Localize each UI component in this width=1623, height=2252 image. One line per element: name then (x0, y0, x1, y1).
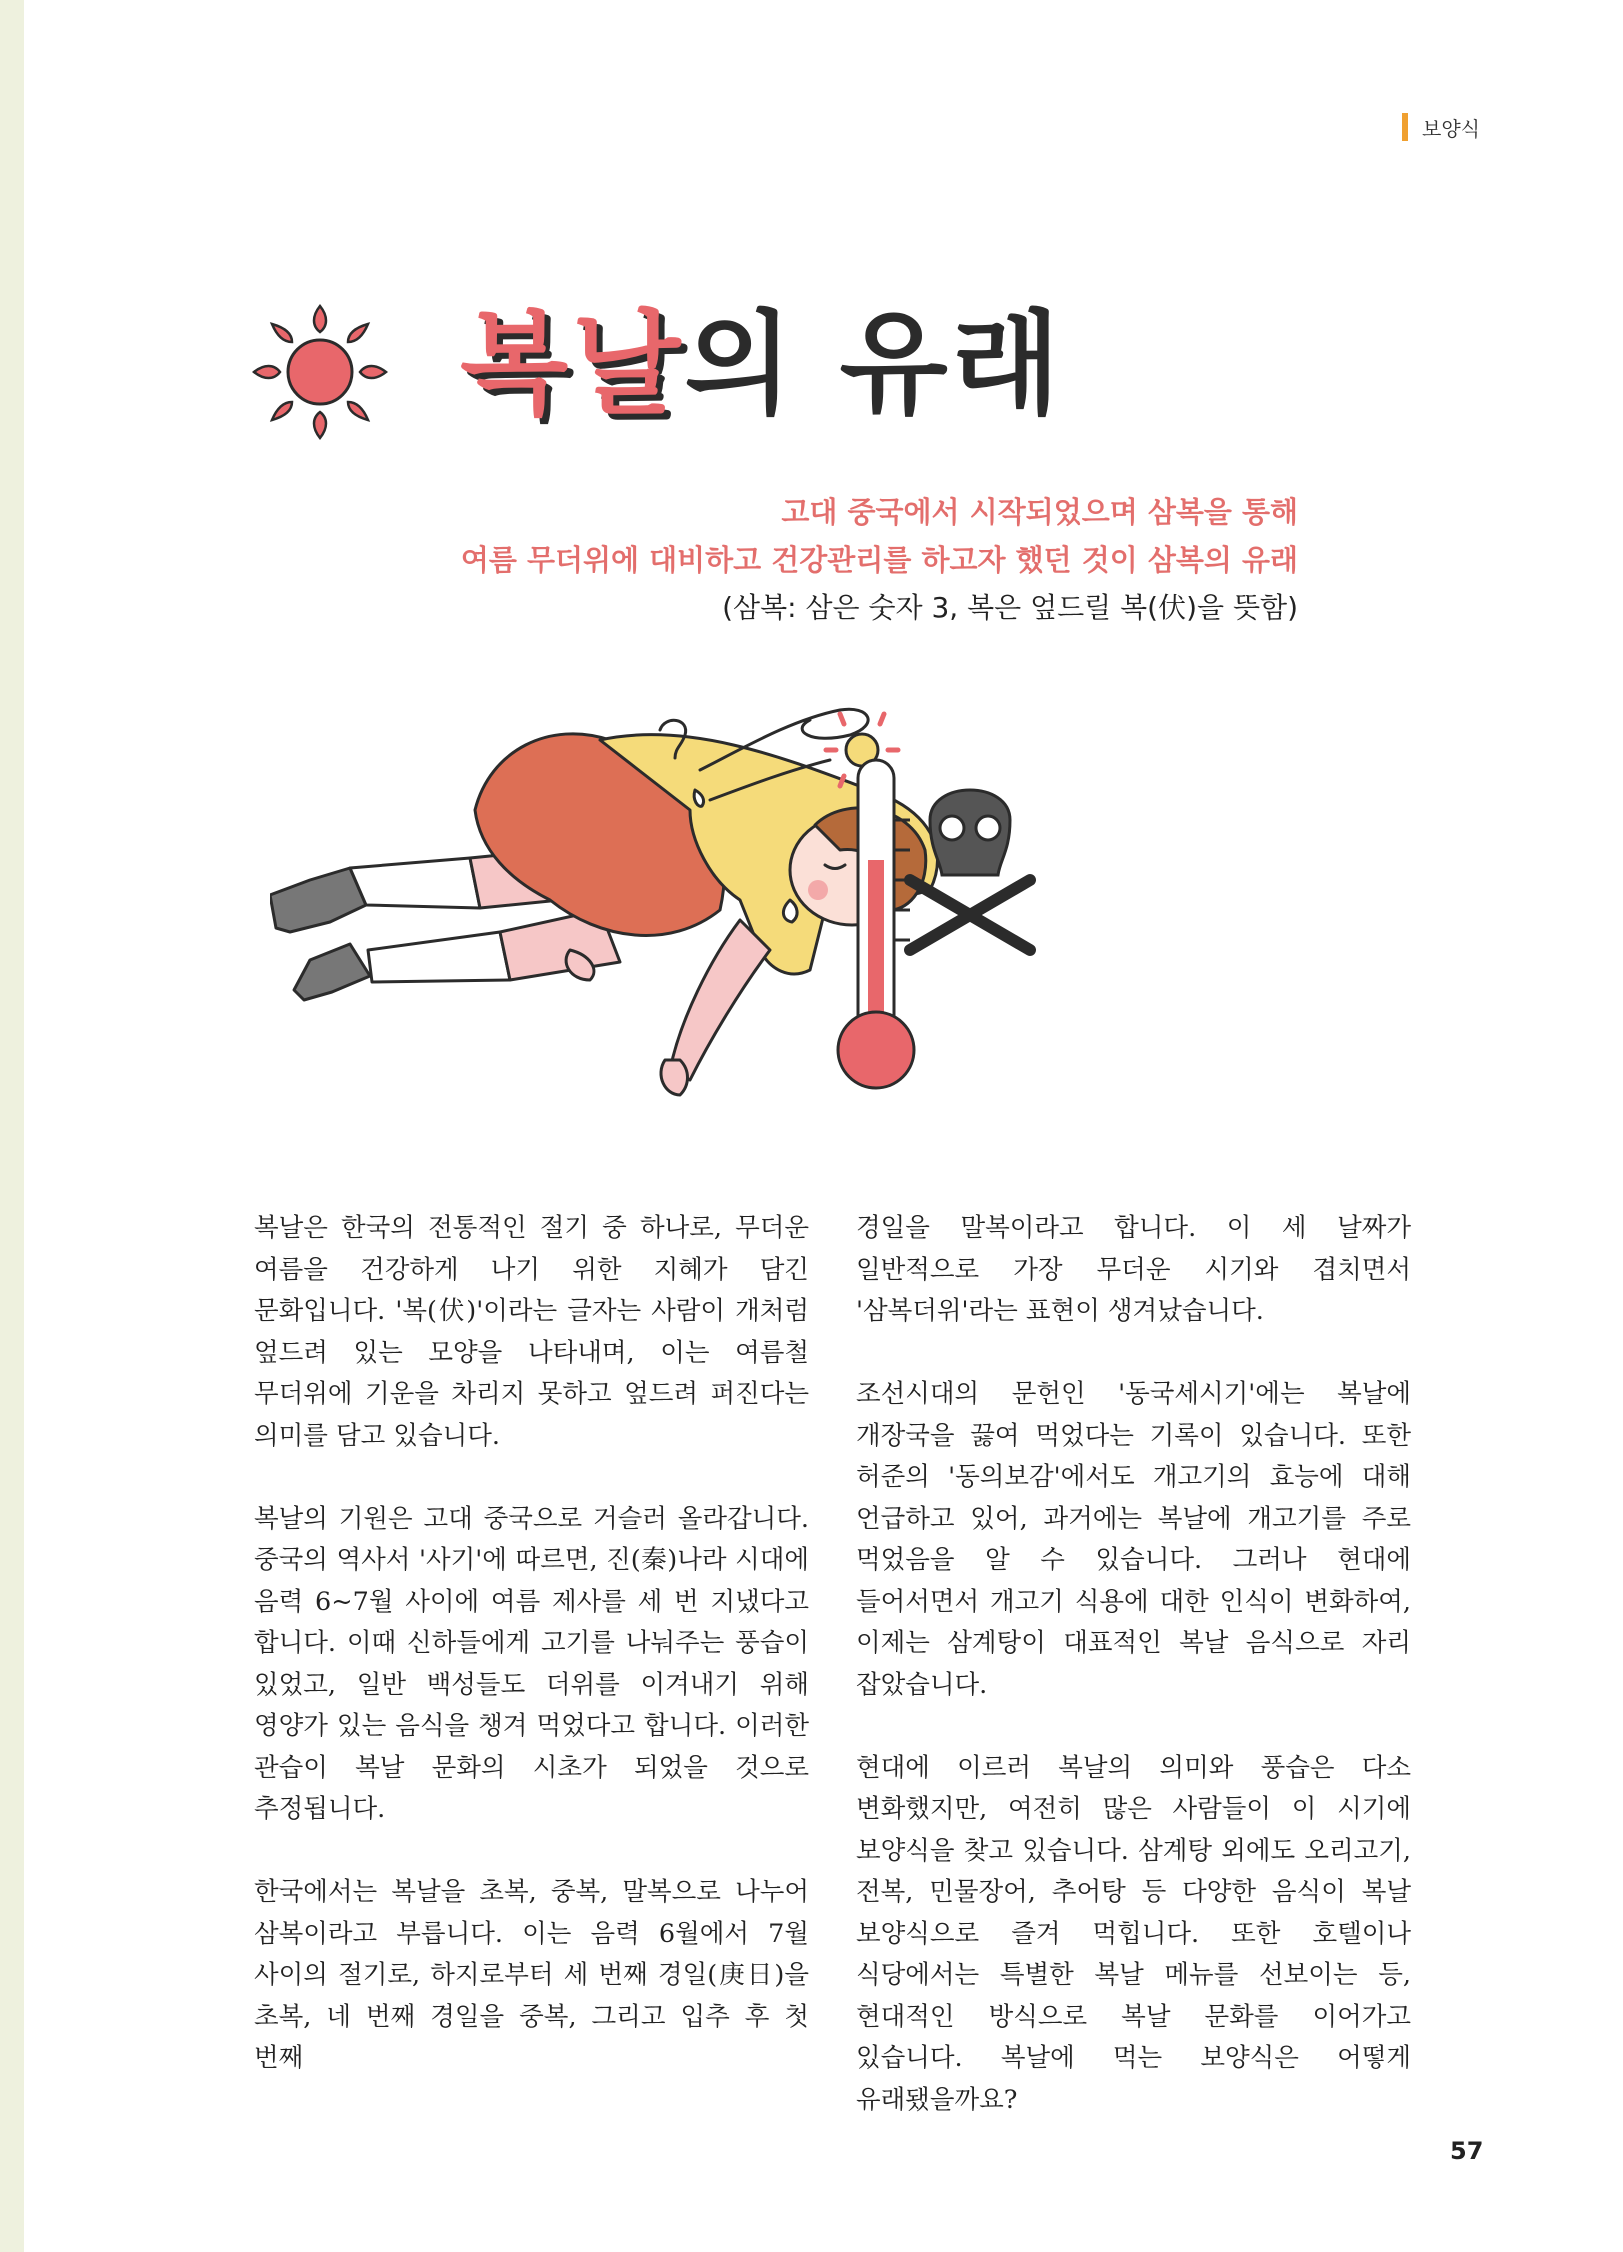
subtitle-line-2: 여름 무더위에 대비하고 건강관리를 하고자 했던 것이 삼복의 유래 (460, 543, 1298, 577)
subtitle-block (461, 488, 1298, 632)
body-column-right (856, 1208, 1411, 2163)
subtitle-line-1: 고대 중국에서 시작되었으며 삼복을 통해 (781, 495, 1298, 529)
subtitle-note: (삼복: 삼은 숫자 3, 복은 엎드릴 복(伏)을 뜻함) (722, 591, 1298, 624)
page-number: 57 (1450, 2137, 1484, 2165)
page-title (460, 290, 1064, 440)
section-tab-marker (1402, 113, 1408, 141)
title-rest: 의 유래 (684, 300, 1064, 430)
body-column-left (254, 1208, 809, 2121)
section-title: 보양식 (1422, 116, 1480, 141)
title-accent: 복날 (460, 300, 685, 430)
body-paragraph: 복날은 한국의 전통적인 절기 중 하나로, 무더운 여름을 건강하게 나기 위한 지혜가 담긴 문화입니다. '복(伏)'이라는 글자는 사람이 개처럼 엎드려 있는 모양을 나타내며, 이는 여름철 무더위에 기운을 차리지 못하고 엎드려 퍼진다는 의미를 담고 있습니다. (254, 1213, 809, 1451)
side-strip (0, 0, 24, 2252)
sun-icon (250, 302, 390, 442)
body-paragraph: 조선시대의 문헌인 '동국세시기'에는 복날에 개장국을 끓여 먹었다는 기록이 있습니다. 또한 허준의 '동의보감'에서도 개고기의 효능에 대해 언급하고 있어, 과거에는 복날에 개고기를 주로 먹었음을 알 수 있습니다. 그러나 현대에 들어서면서 개고기 식용에 대한 인식이 변화하여, 이제는 삼계탕이 대표적인 복날 음식으로 자리 잡았습니다. (856, 1379, 1411, 1700)
body-paragraph: 경일을 말복이라고 합니다. 이 세 날짜가 일반적으로 가장 무더운 시기와 겹치면서 '삼복더위'라는 표현이 생겨났습니다. (856, 1213, 1411, 1326)
body-paragraph: 복날의 기원은 고대 중국으로 거슬러 올라갑니다. 중국의 역사서 '사기'에 따르면, 진(秦)나라 시대에 음력 6~7월 사이에 여름 제사를 세 번 지냈다고 합니다. 이때 신하들에게 고기를 나눠주는 풍습이 있었고, 일반 백성들도 더위를 이겨내기 위해 영양가 있는 음식을 챙겨 먹었다고 합니다. 이러한 관습이 복날 문화의 시초가 되었을 것으로 추정됩니다. (254, 1503, 809, 1824)
title-block (250, 290, 1150, 450)
body-paragraph: 한국에서는 복날을 초복, 중복, 말복으로 나누어 삼복이라고 부릅니다. 이는 음력 6월에서 7월 사이의 절기로, 하지로부터 세 번째 경일(庚日)을 초복, 네 번째 경일을 중복, 그리고 입추 후 첫 번째 (254, 1877, 809, 2073)
collapsed-person-illustration (270, 734, 938, 1095)
section-label (1402, 112, 1480, 142)
body-paragraph: 현대에 이르러 복날의 의미와 풍습은 다소 변화했지만, 여전히 많은 사람들이 이 시기에 보양식을 찾고 있습니다. 삼계탕 외에도 오리고기, 전복, 민물장어, 추어탕 등 다양한 음식이 복날 보양식으로 즐겨 먹힙니다. 또한 호텔이나 식당에서는 특별한 복날 메뉴를 선보이는 등, 현대적인 방식으로 복날 문화를 이어가고 있습니다. 복날에 먹는 보양식은 어떻게 유래됐을까요? (856, 1752, 1411, 2115)
heatstroke-illustration (270, 700, 1410, 1120)
